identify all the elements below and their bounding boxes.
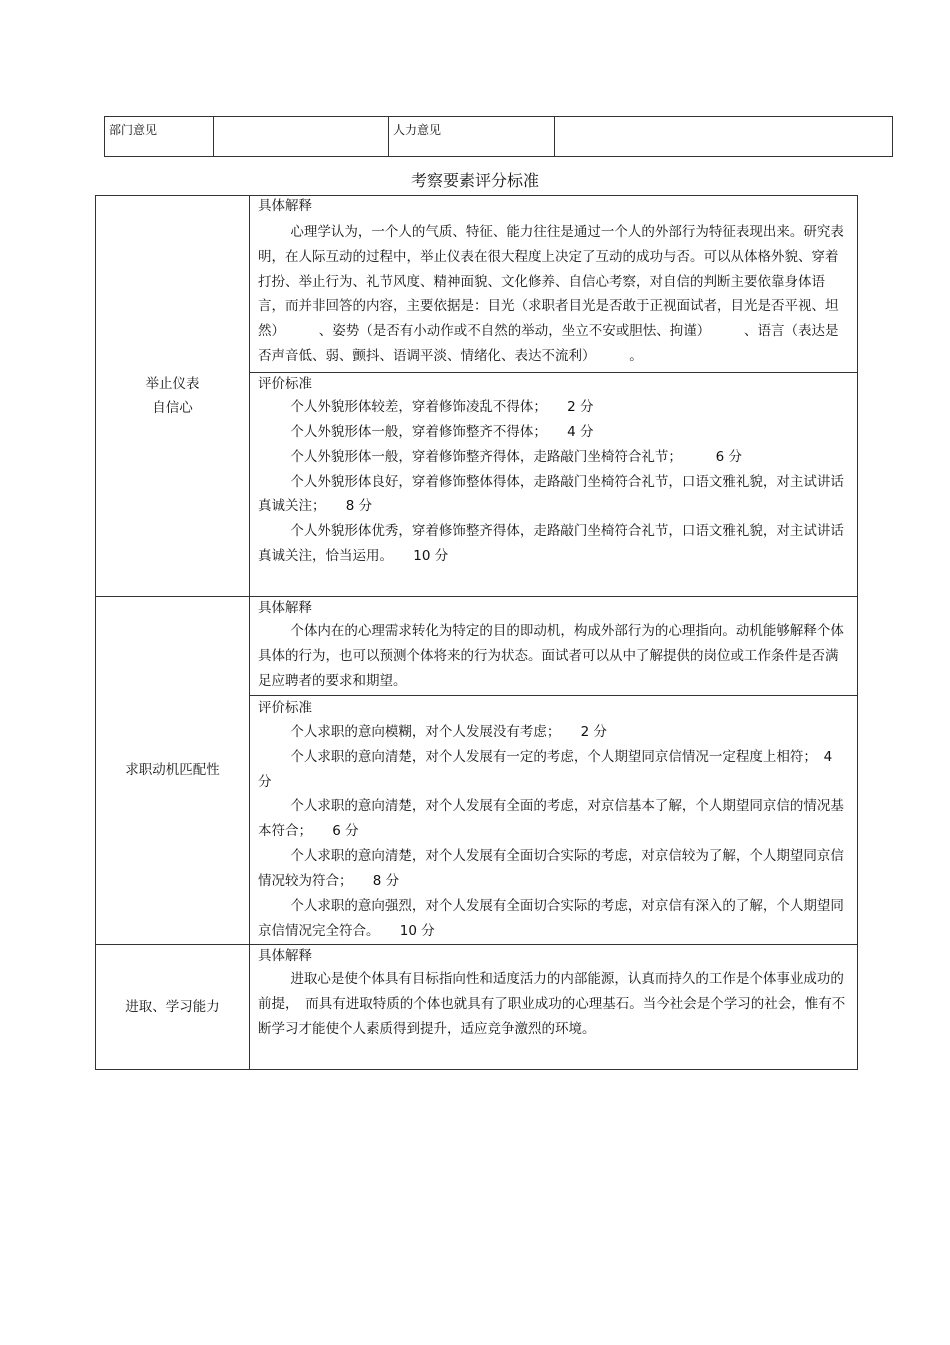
explain-heading: 具体解释 [258,947,312,964]
dept-opinion-field[interactable] [214,117,389,157]
page-title: 考察要素评分标准 [410,171,539,190]
scoring-table [95,195,858,1070]
criteria-item: 个人外貌形体良好，穿着修饰整体得体，走路敲门坐椅符合礼节，口语文雅礼貌，对主试讲话真诚关注； 8 分 [258,473,844,515]
section-motivation [96,597,858,945]
section-content [250,597,858,945]
section-content [250,944,858,1069]
hr-opinion-label: 人力意见 [389,117,555,157]
section-label [96,944,250,1069]
criteria-item: 个人外貌形体一般，穿着修饰整齐不得体； 4 分 [290,423,594,440]
criteria-item: 个人求职的意向清楚，对个人发展有一定的考虑，个人期望同京信情况一定程度上相符； 4 分 [258,748,833,790]
section-label-line: 举止仪表 [145,376,200,392]
explain-text: 心理学认为，一个人的气质、特征、能力往往是通过一个人的外部行为特征表现出来。研究表明，在人际互动的过程中，举止仪表在很大程度上决定了互动的成功与否。可以从体格外貌、穿着打扮、举止行为、礼节风度、精神面貌、文化修养、自信心考察，对自信的判断主要依靠身体语言，而并非回答的内容，主要依据是：目光（求职者目光是否敢于正视面试者，目光是否平视、坦然） 、姿势（是否有小动作或不自然的举动，坐立不安或胆怯、拘谨） 、语言（表达是否声音低、弱、颤抖、语调平淡、情绪化、表达不流利） 。 [258,224,844,364]
section-learning [96,944,858,1069]
criteria-heading: 评价标准 [258,375,312,392]
section-label-line: 自信心 [152,400,193,416]
section-label [96,196,250,597]
section-demeanor [96,196,858,597]
section-label [96,597,250,945]
criteria-item: 个人外貌形体较差，穿着修饰凌乱不得体； 2 分 [290,398,594,415]
explain-text: 进取心是使个体具有目标指向性和适度活力的内部能源，认真而持久的工作是个体事业成功的前提， 而具有进取特质的个体也就具有了职业成功的心理基石。当今社会是个学习的社会，惟有不断学习才能使个人素质得到提升，适应竞争激烈的环境。 [258,970,846,1037]
criteria-item: 个人求职的意向强烈，对个人发展有全面切合实际的考虑，对京信有深入的了解，个人期望同京信情况完全符合。 10 分 [258,898,844,939]
explain-heading: 具体解释 [258,600,312,616]
criteria-heading: 评价标准 [258,699,312,716]
criteria-item: 个人求职的意向清楚，对个人发展有全面的考虑，对京信基本了解，个人期望同京信的情况基本符合； 6 分 [258,798,844,840]
explain-text: 个体内在的心理需求转化为特定的目的即动机，构成外部行为的心理指向。动机能够解释个体具体的行为，也可以预测个体将来的行为状态。面试者可以从中了解提供的岗位或工作条件是否满足应聘者的要求和期望。 [258,623,844,689]
explain-heading: 具体解释 [258,198,312,214]
section-label-line: 求职动机匹配性 [125,762,220,779]
hr-opinion-field[interactable] [555,117,893,157]
criteria-item: 个人外貌形体优秀，穿着修饰整齐得体，走路敲门坐椅符合礼节，口语文雅礼貌，对主试讲话真诚关注，恰当运用。 10 分 [258,523,844,565]
criteria-item: 个人外貌形体一般，穿着修饰整齐得体，走路敲门坐椅符合礼节； 6 分 [290,448,743,465]
section-content [250,196,858,597]
criteria-item: 个人求职的意向模糊，对个人发展没有考虑； 2 分 [290,723,608,740]
approval-table [104,116,893,157]
dept-opinion-label: 部门意见 [105,117,214,157]
criteria-item: 个人求职的意向清楚，对个人发展有全面切合实际的考虑，对京信较为了解，个人期望同京信情况较为符合； 8 分 [258,848,844,890]
section-label-line: 进取、学习能力 [125,998,220,1015]
